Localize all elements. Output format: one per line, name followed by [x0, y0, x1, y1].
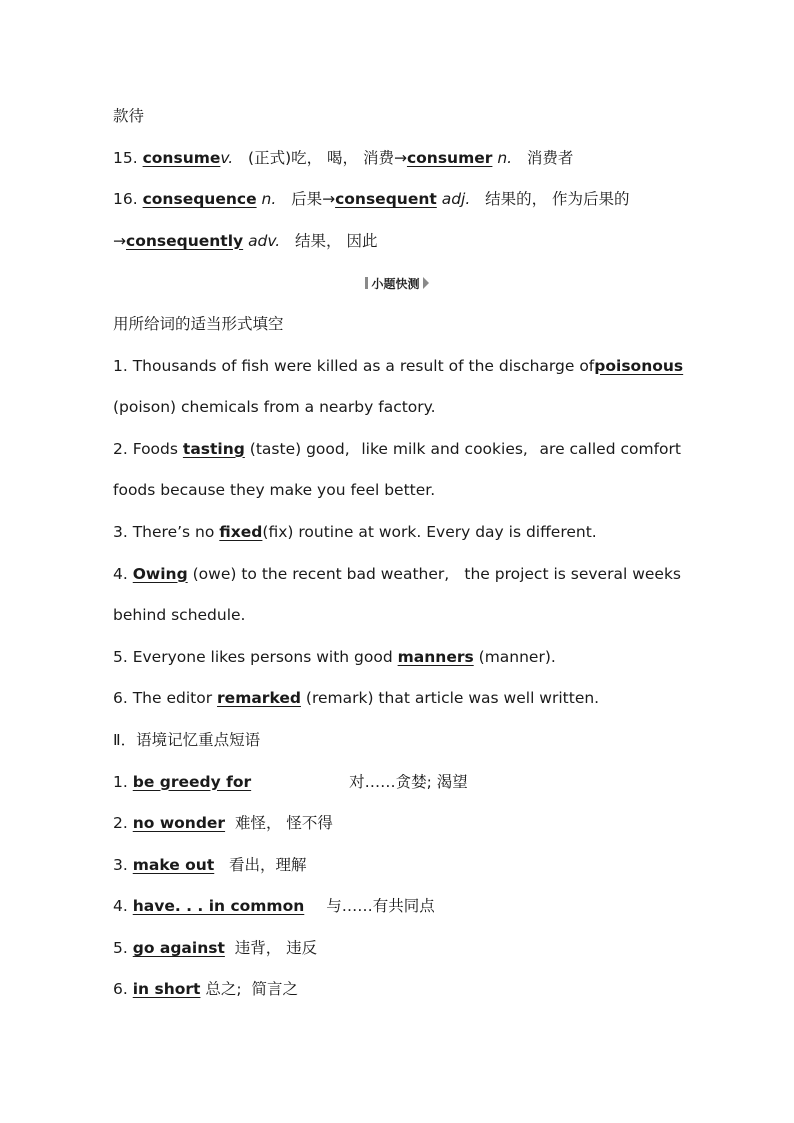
question-text: 4.: [113, 564, 128, 583]
answer-word: remarked: [217, 689, 301, 708]
question-text: (remark) that article was well written.: [305, 689, 600, 708]
question-text: 3. There’s no: [113, 522, 215, 541]
badge-bar-icon: [365, 277, 368, 289]
item-number: 6.: [113, 980, 128, 999]
phrase-meaning: 违背， 违反: [234, 938, 318, 957]
question-2: [113, 429, 681, 471]
phrase-answer: no wonder: [132, 814, 226, 833]
carry-over-text: 款待: [113, 107, 145, 125]
arrow-symbol: →: [113, 231, 126, 250]
derived-pos: n.: [497, 148, 513, 167]
question-3: [113, 512, 681, 554]
document-page: [113, 96, 684, 1011]
derived-meaning: 结果的， 作为后果的: [485, 190, 630, 209]
section-badge: [365, 275, 428, 292]
badge-arrow-icon: [423, 277, 429, 289]
question-text: 1. Thousands of fish were killed as a result of the discharge of: [113, 356, 595, 375]
answer-word: fixed: [219, 522, 263, 541]
question-text: (manner).: [478, 647, 556, 666]
derived-pos: adj.: [441, 190, 471, 209]
question-2-continued: foods because they make you feel better.: [113, 481, 436, 500]
question-text: (owe) to the recent bad weather,: [192, 564, 450, 583]
question-text: are called comfort: [539, 439, 681, 458]
vocab-word: consequence: [142, 190, 257, 209]
question-6: [113, 678, 681, 720]
vocab-item-15: [113, 138, 681, 180]
part-of-speech: v.: [220, 148, 234, 167]
vocab-item-16: [113, 179, 681, 221]
question-5: [113, 637, 681, 679]
exercise-instruction: 用所给词的适当形式填空: [113, 314, 284, 333]
vocab-item-16-continued: [113, 221, 681, 263]
phrase-meaning: 难怪， 怪不得: [234, 814, 333, 833]
phrases-heading: Ⅱ．语境记忆重点短语: [113, 730, 261, 749]
phrase-item: [113, 845, 681, 887]
derived-meaning: 消费者: [526, 148, 574, 167]
phrase-answer: go against: [132, 938, 225, 957]
derived-meaning: 结果， 因此: [295, 231, 378, 250]
question-text: the project is several weeks: [464, 564, 681, 583]
section-badge-row: [113, 262, 681, 304]
phrase-item: [113, 803, 681, 845]
question-text: 2. Foods: [113, 439, 178, 458]
phrase-item: [113, 762, 681, 804]
question-text: (taste) good,: [249, 439, 350, 458]
derived-pos: adv.: [248, 231, 281, 250]
question-text: like milk and cookies,: [361, 439, 528, 458]
phrase-answer: be greedy for: [132, 772, 252, 791]
phrase-meaning: 对……贪婪; 渴望: [349, 772, 468, 791]
question-text: 6. The editor: [113, 689, 213, 708]
part-of-speech: n.: [261, 190, 277, 209]
phrase-answer: in short: [132, 980, 201, 999]
derived-word: consequently: [126, 231, 244, 250]
derived-word: consumer: [406, 148, 493, 167]
derived-word: consequent: [335, 190, 437, 209]
question-1-continued: (poison) chemicals from a nearby factory.: [113, 398, 436, 417]
item-number: 15.: [113, 148, 138, 167]
item-number: 5.: [113, 938, 128, 957]
question-1: [113, 346, 684, 388]
vocab-meaning: (正式)吃， 喝， 消费→: [248, 148, 407, 167]
item-number: 16.: [113, 190, 138, 209]
phrase-item: [113, 928, 681, 970]
item-number: 1.: [113, 772, 128, 791]
item-number: 2.: [113, 814, 128, 833]
item-number: 3.: [113, 855, 128, 874]
phrase-answer: have. . . in common: [132, 897, 305, 916]
item-number: 4.: [113, 897, 128, 916]
vocab-word: consume: [142, 148, 221, 167]
answer-word: tasting: [182, 439, 245, 458]
phrase-meaning: 与……有共同点: [326, 897, 435, 916]
answer-word: Owing: [132, 564, 188, 583]
phrase-item: [113, 886, 681, 928]
question-4-continued: behind schedule.: [113, 606, 246, 625]
question-text: (fix) routine at work. Every day is different.: [262, 522, 597, 541]
badge-label: 小题快测: [371, 276, 420, 291]
question-text: 5. Everyone likes persons with good: [113, 647, 393, 666]
answer-word: poisonous: [594, 356, 684, 375]
phrase-answer: make out: [132, 855, 215, 874]
answer-word: manners: [397, 647, 474, 666]
vocab-meaning: 后果→: [291, 190, 336, 209]
phrase-meaning: 看出，理解: [229, 855, 307, 874]
question-4: [113, 554, 681, 596]
phrase-item: [113, 969, 681, 1011]
phrase-meaning: 总之; 简言之: [205, 980, 298, 999]
